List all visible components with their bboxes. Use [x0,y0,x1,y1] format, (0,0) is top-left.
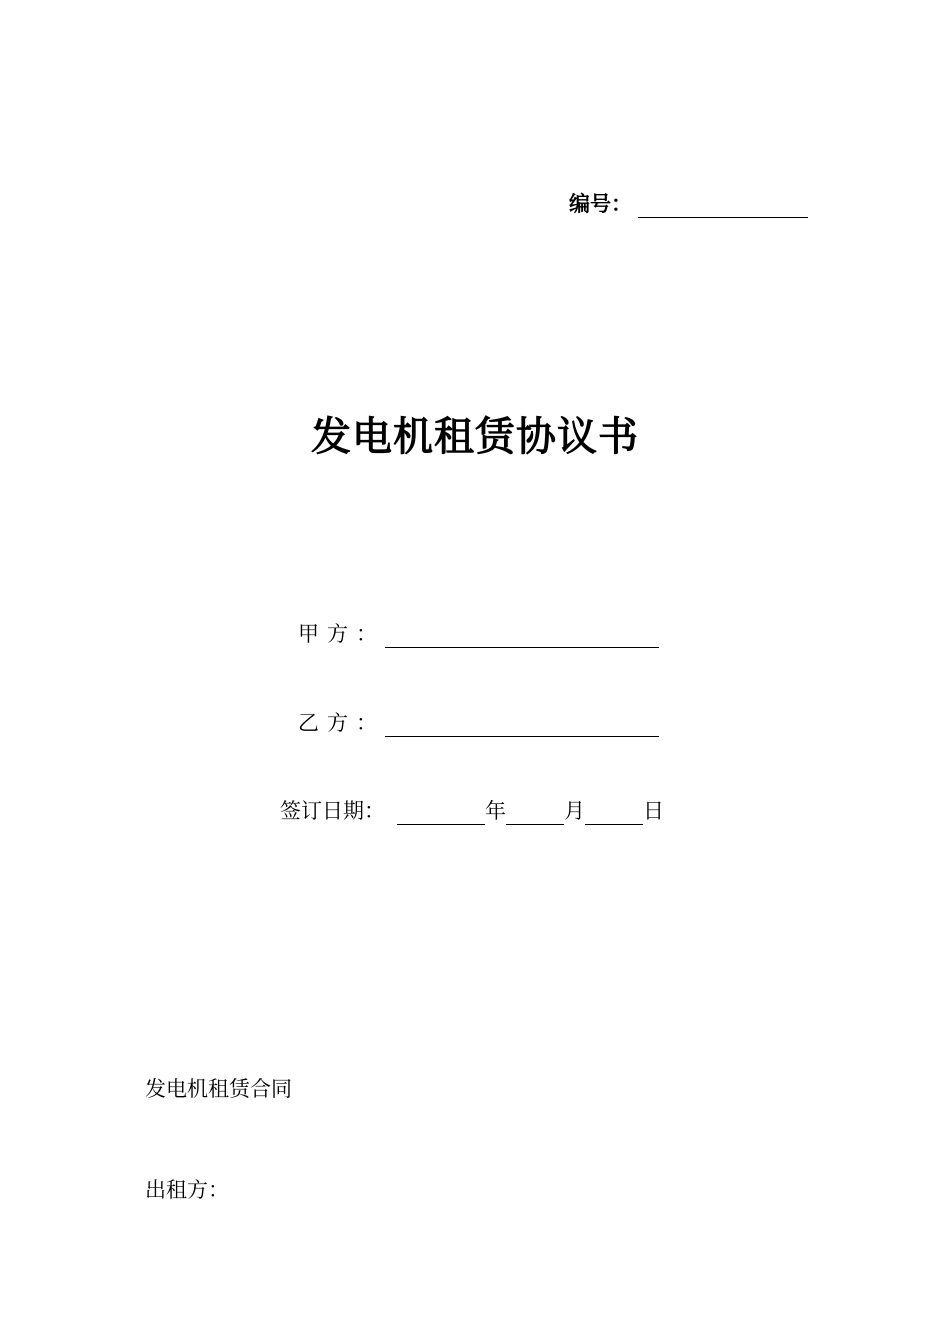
day-blank [585,802,643,825]
party-b-field [298,709,659,737]
document-title: 发电机租赁协议书 [311,414,639,460]
serial-number-blank [638,195,808,218]
serial-number-field [569,190,808,218]
party-b-label: 乙方 [298,711,356,735]
sign-date-field [280,797,664,825]
year-blank [397,802,485,825]
day-label: 日 [643,799,664,823]
serial-number-label: 编号： [569,192,632,216]
sign-date-label: 签订日期： [280,799,385,823]
party-a-field [298,620,659,648]
month-label: 月 [564,799,585,823]
party-a-blank [385,625,659,648]
party-a-label: 甲方 [298,622,356,646]
party-a-colon: ： [356,622,377,646]
contract-heading: 发电机租赁合同 [145,1077,292,1101]
party-b-colon: ： [356,711,377,735]
year-label: 年 [485,799,506,823]
month-blank [506,802,564,825]
lessor-label: 出租方： [145,1178,229,1202]
party-b-blank [385,714,659,737]
